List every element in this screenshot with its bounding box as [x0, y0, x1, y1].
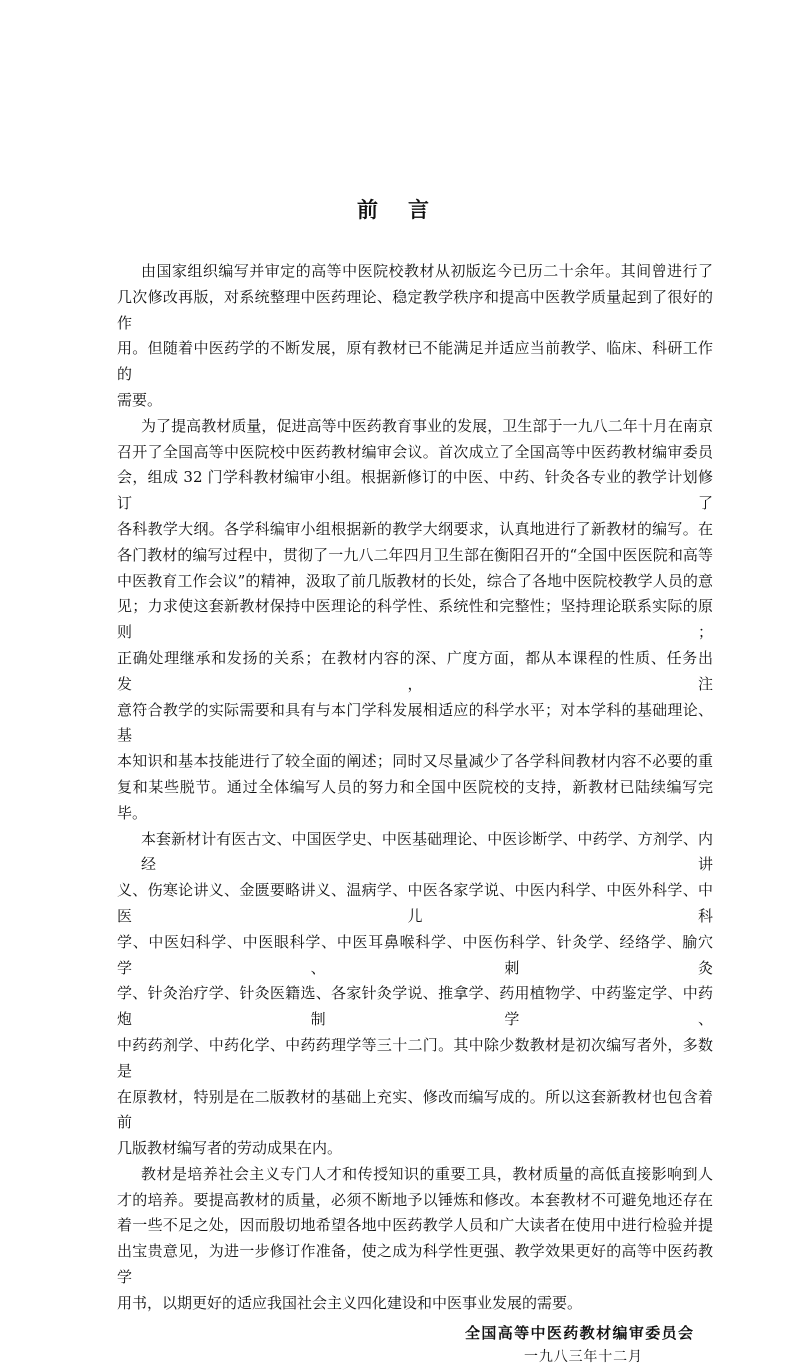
paragraph-4-line: 着一些不足之处，因而殷切地希望各地中医药教学人员和广大读者在使用中进行检验并提 — [117, 1216, 713, 1235]
page-title: 前言 — [357, 197, 459, 222]
paragraph-2-line: 为了提高教材质量，促进高等中医药教育事业的发展，卫生部于一九八二年十月在南京 — [141, 416, 713, 435]
paragraph-4-line: 教材是培养社会主义专门人才和传授知识的重要工具，教材质量的高低直接影响到人 — [141, 1164, 713, 1183]
paragraph-1-line: 用。但随着中医药学的不断发展，原有教材已不能满足并适应当前教学、临床、科研工作的 — [117, 339, 713, 384]
paragraph-2-line: 正确处理继承和发扬的关系；在教材内容的深、广度方面，都从本课程的性质、任务出发，注 — [117, 648, 713, 693]
paragraph-3-line: 义、伤寒论讲义、金匮要略讲义、温病学、中医各家学说、中医内科学、中医外科学、中医儿科 — [117, 881, 713, 925]
preface-body — [117, 259, 713, 1317]
paragraph-4-line: 用书，以期更好的适应我国社会主义四化建设和中医事业发展的需要。 — [117, 1293, 583, 1312]
paragraph-2-line: 会，组成 32 门学科教材编审小组。根据新修订的中医、中药、针灸各专业的教学计划修订了 — [117, 468, 713, 513]
paragraph-2-line: 各科教学大纲。各学科编审小组根据新的教学大纲要求，认真地进行了新教材的编写。在 — [117, 519, 713, 538]
paragraph-3-line: 本套新材计有医古文、中国医学史、中医基础理论、中医诊断学、中药学、方剂学、内经讲 — [141, 829, 713, 874]
paragraph-1-line: 几次修改再版，对系统整理中医药理论、稳定教学秩序和提高中医教学质量起到了很好的作 — [117, 287, 713, 332]
paragraph-2-line: 见；力求使这套新教材保持中医理论的科学性、系统性和完整性；坚持理论联系实际的原则； — [117, 597, 713, 642]
paragraph-2-line: 本知识和基本技能进行了较全面的阐述；同时又尽量减少了各学科间教材内容不必要的重 — [117, 752, 713, 771]
paragraph-1-line: 由国家组织编写并审定的高等中医院校教材从初版迄今已历二十余年。其间曾进行了 — [141, 262, 713, 280]
paragraph-2-line: 各门教材的编写过程中，贯彻了一九八二年四月卫生部在衡阳召开的“全国中医医院和高等 — [117, 545, 713, 564]
paragraph-2-line: 中医教育工作会议”的精神，汲取了前几版教材的长处，综合了各地中医院校教学人员的意 — [117, 571, 713, 590]
preface-content — [117, 259, 713, 1369]
paragraph-3-line: 中药药剂学、中药化学、中药药理学等三十二门。其中除少数教材是初次编写者外，多数是 — [117, 1035, 713, 1080]
paragraph-2-line: 召开了全国高等中医院校中医药教材编审会议。首次成立了全国高等中医药教材编审委员 — [117, 442, 713, 461]
paragraph-3-line: 学、中医妇科学、中医眼科学、中医耳鼻喉科学、中医伤科学、针灸学、经络学、腧穴学、刺灸 — [117, 932, 713, 977]
paragraph-4-line: 出宝贵意见，为进一步修订作准备，使之成为科学性更强、教学效果更好的高等中医药教学 — [117, 1242, 713, 1287]
paragraph-4-line: 才的培养。要提高教材的质量，必须不断地予以锤炼和修改。本套教材不可避免地还存在 — [117, 1190, 713, 1209]
paragraph-1-line: 需要。 — [117, 390, 163, 409]
date: 一九八三年十二月 — [524, 1348, 642, 1365]
paragraph-3-line: 在原教材，特别是在二版教材的基础上充实、修改而编写成的。所以这套新教材也包含着前 — [117, 1087, 713, 1132]
paragraph-2-line: 意符合教学的实际需要和具有与本门学科发展相适应的科学水平；对本学科的基础理论、基 — [117, 700, 713, 745]
paragraph-3-line: 几版教材编写者的劳动成果在内。 — [117, 1139, 343, 1158]
paragraph-2-line: 复和某些脱节。通过全体编写人员的努力和全国中医院校的支持，新教材已陆续编写完毕。 — [117, 777, 713, 822]
signature: 全国高等中医药教材编审委员会 — [465, 1323, 693, 1342]
paragraph-3-line: 学、针灸治疗学、针灸医籍选、各家针灸学说、推拿学、药用植物学、中药鉴定学、中药炮制学、 — [117, 984, 713, 1029]
